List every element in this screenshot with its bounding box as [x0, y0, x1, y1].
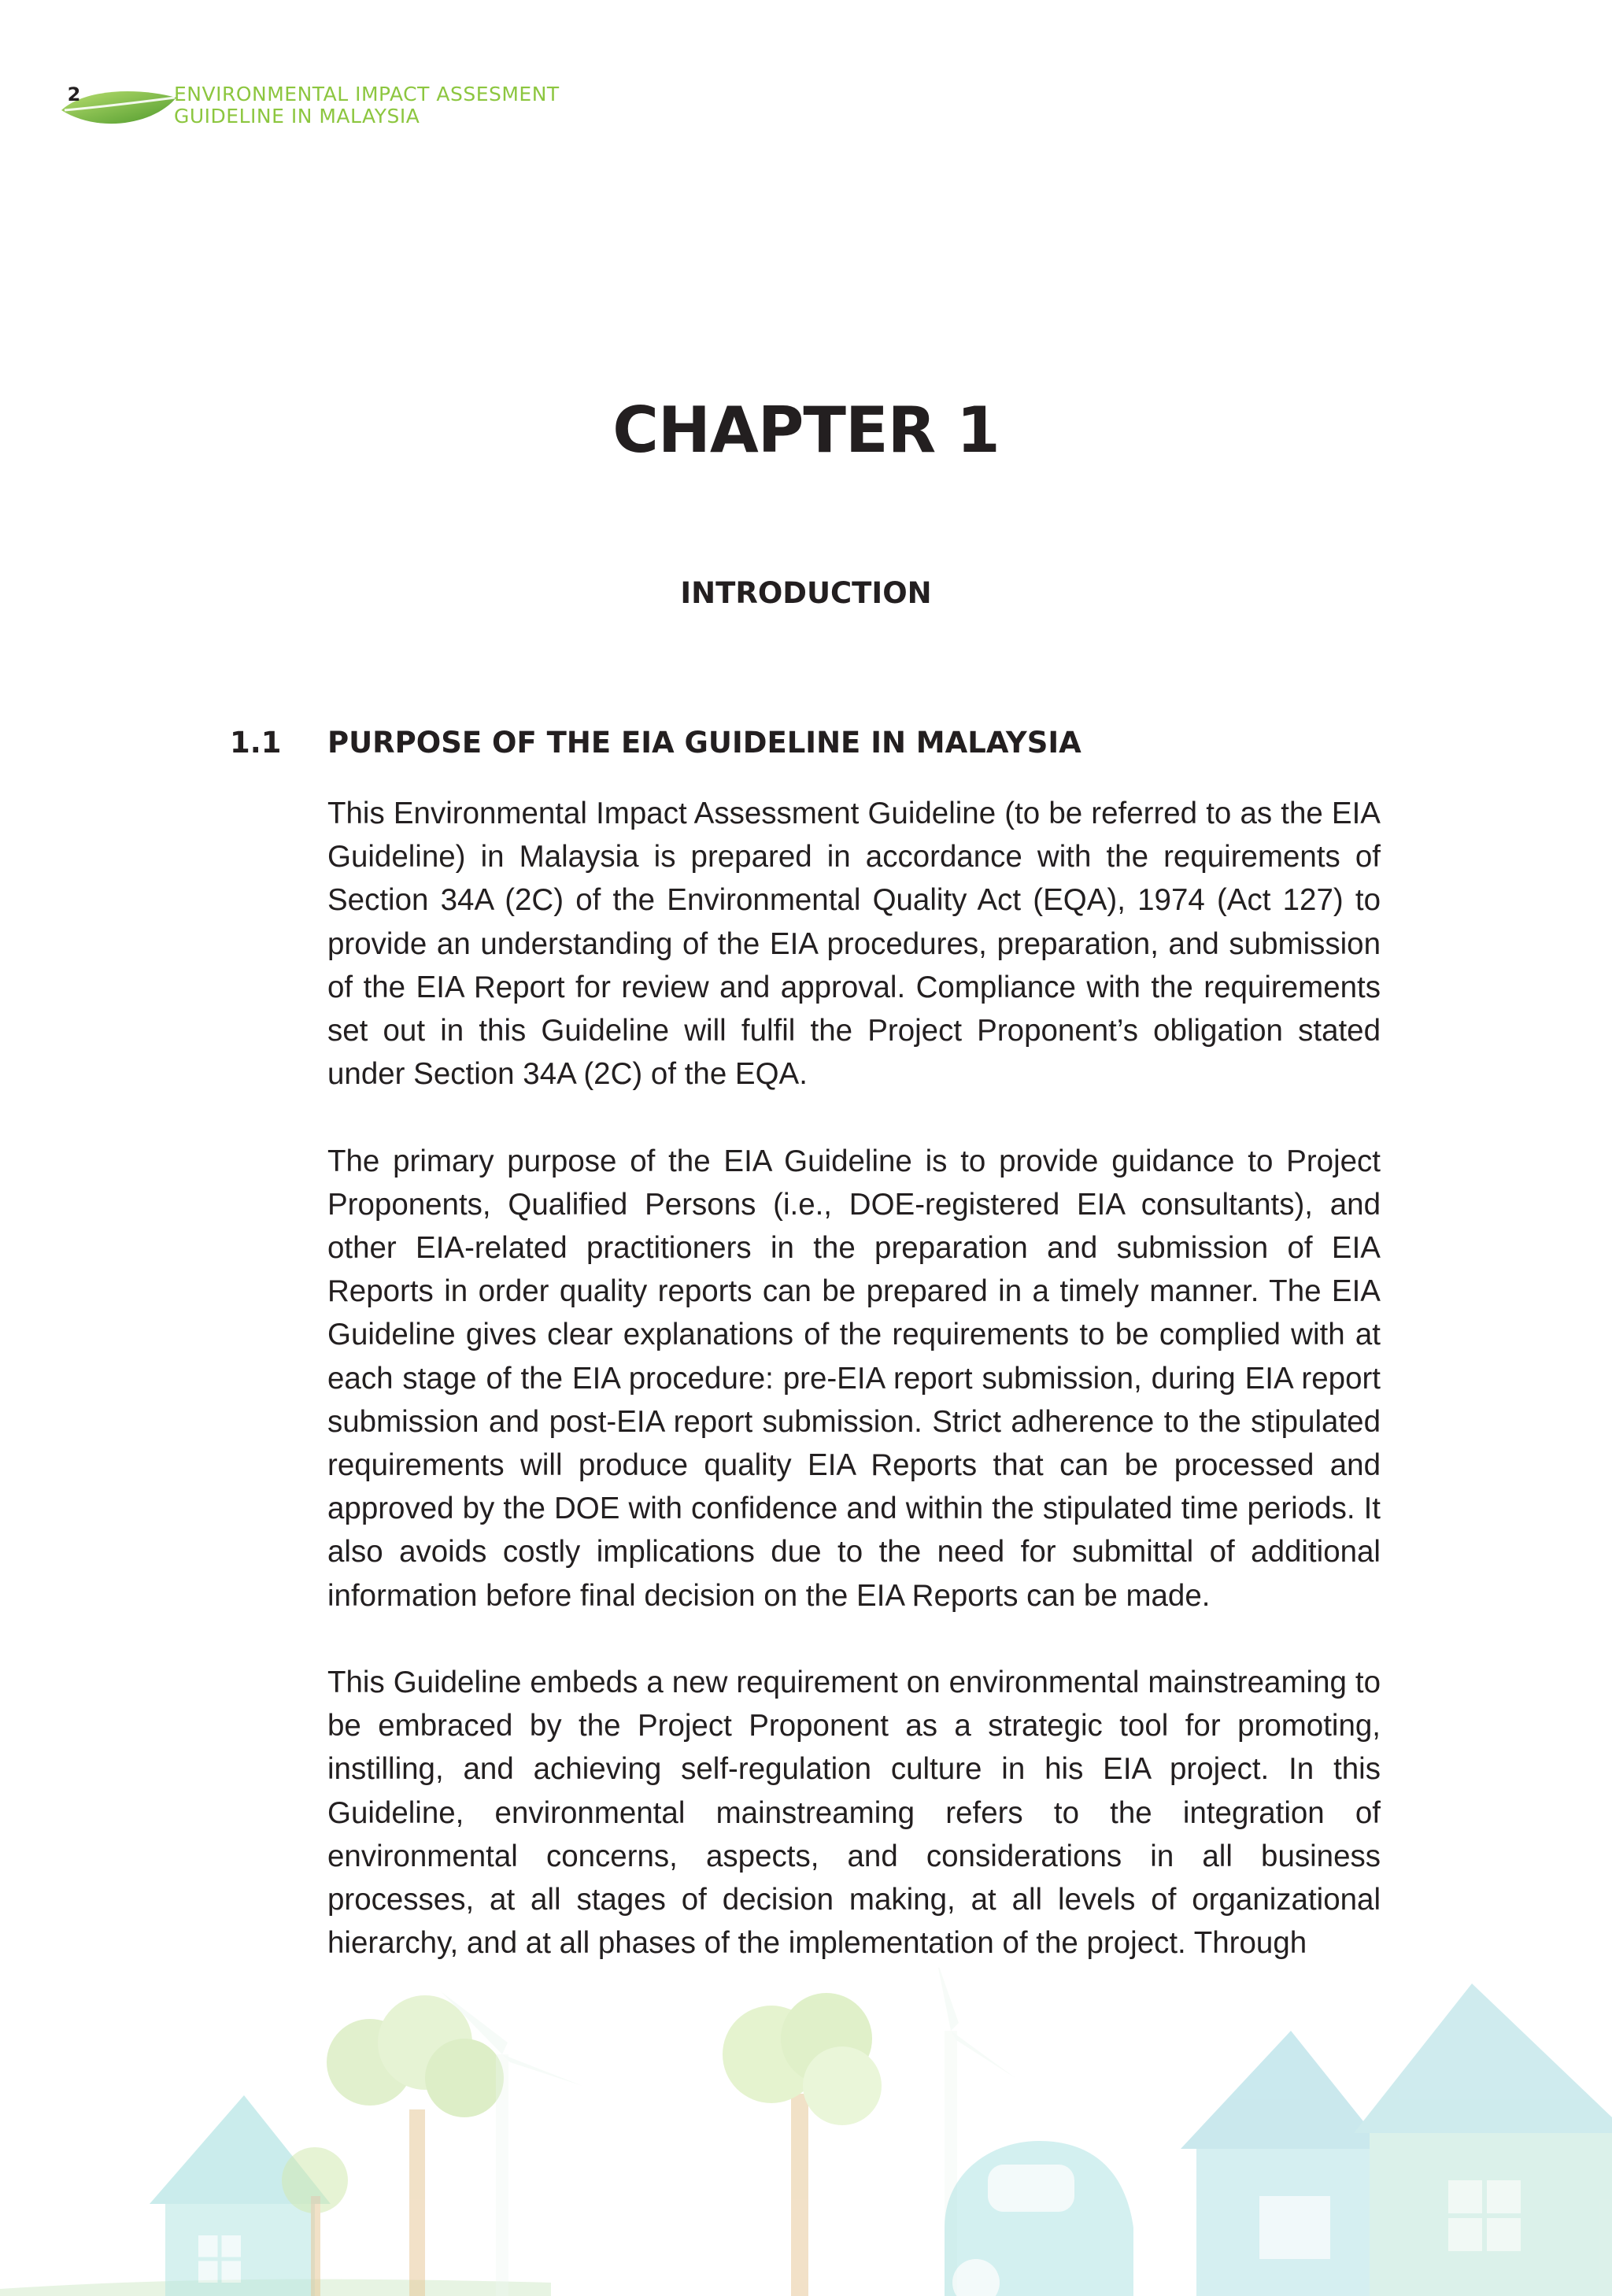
- tree-icon: [282, 1995, 504, 2296]
- decorative-town-illustration: [0, 1968, 1612, 2296]
- paragraph: This Guideline embeds a new requirement on environmental mainstreaming to be embraced by the Project Proponent as a strategic tool for promoting, instilling, and achieving self-regulation culture in his EIA project. In this Guideline, environmental mainstreaming refers to the integration of environmental concerns, aspects, and considerations in all business processes, at all stages of decision making, at all levels of organizational hierarchy, and at all phases of the implementation of the project. Through: [327, 1666, 1381, 1961]
- running-header: [174, 83, 560, 128]
- running-header-line1: ENVIRONMENTAL IMPACT ASSESMENT: [174, 83, 560, 105]
- body-text: [327, 792, 1381, 1965]
- wind-turbine-icon: [441, 1968, 1015, 2296]
- running-header-line2: GUIDELINE IN MALAYSIA: [174, 105, 420, 128]
- section-title: INTRODUCTION: [680, 576, 932, 610]
- chapter-title: CHAPTER 1: [612, 394, 1000, 467]
- paragraph: The primary purpose of the EIA Guideline is to provide guidance to Project Proponents, Qualified Persons (i.e., DOE-registered EIA consultants), and other EIA-related practitioners in the preparation and submission of EIA Reports in order quality reports can be prepared in a timely manner. The EIA Guideline gives clear explanations of the requirements to be complied with at each stage of the EIA procedure: pre-EIA report submission, during EIA report submission and post-EIA report submission. Strict adherence to the stipulated requirements will produce quality EIA Reports that can be processed and approved by the DOE with confidence and within the stipulated time periods. It also avoids costly implications due to the need for submittal of additional information before final decision on the EIA Reports can be made.: [327, 1144, 1381, 1613]
- tree-icon: [723, 1993, 882, 2296]
- house-icon: [1181, 1984, 1612, 2296]
- car-icon: [945, 2141, 1133, 2296]
- subsection-title: PURPOSE OF THE EIA GUIDELINE IN MALAYSIA: [327, 726, 1081, 760]
- page-number: 2: [67, 83, 81, 105]
- paragraph: This Environmental Impact Assessment Guideline (to be referred to as the EIA Guideline) in Malaysia is prepared in accordance with the requirements of Section 34A (2C) of the Environmental Quality Act (EQA), 1974 (Act 127) to provide an understanding of the EIA procedures, preparation, and submission of the EIA Report for review and approval. Compliance with the requirements set out in this Guideline will fulfil the Project Proponent’s obligation stated under Section 34A (2C) of the EQA.: [327, 797, 1381, 1092]
- subsection-number: 1.1: [230, 726, 282, 760]
